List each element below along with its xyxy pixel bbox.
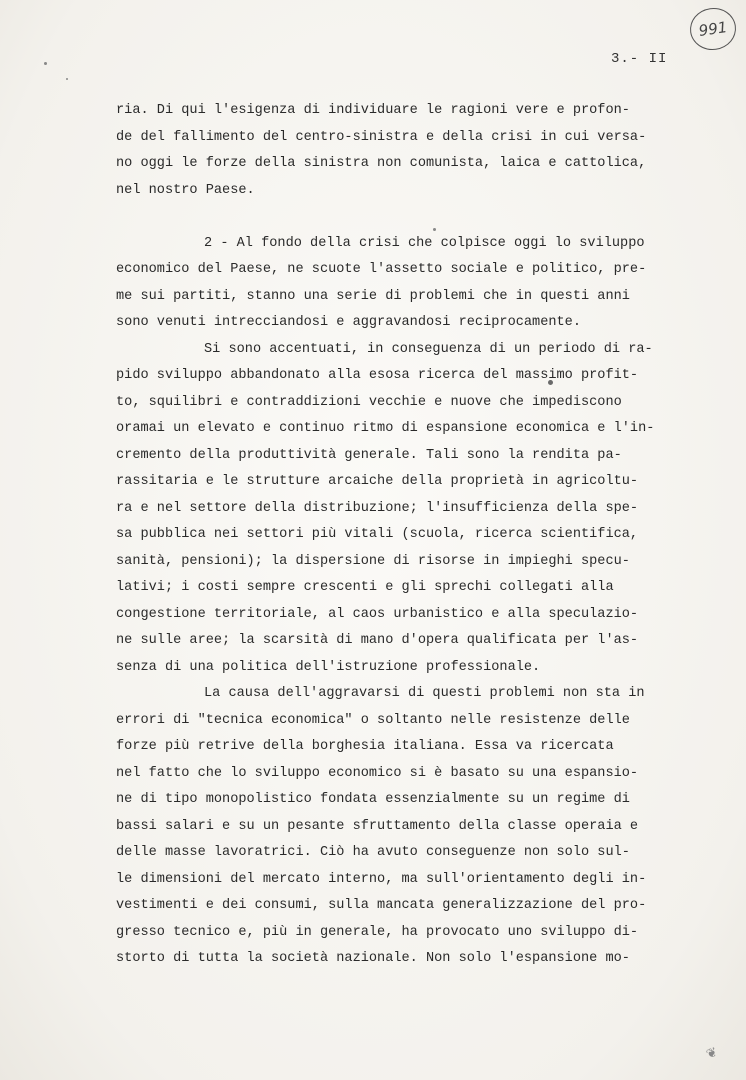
text-line: errori di "tecnica economica" o soltanto nelle resistenze delle	[116, 712, 630, 728]
text-line: ne sulle aree; la scarsità di mano d'opera qualificata per l'as-	[116, 633, 639, 648]
text-line: delle masse lavoratrici. Ciò ha avuto conseguenze non solo sul-	[116, 845, 630, 860]
text-line: bassi salari e su un pesante sfruttamento della classe operaia e	[116, 818, 639, 834]
paper-speck	[44, 62, 47, 65]
text-line: le dimensioni del mercato interno, ma sull'orientamento degli in-	[116, 871, 647, 887]
text-line: storto di tutta la società nazionale. Non solo l'espansione mo-	[116, 951, 630, 966]
text-line: me sui partiti, stanno una serie di problemi che in questi anni	[116, 288, 630, 304]
text-line: La causa dell'aggravarsi di questi problemi non sta in	[204, 686, 645, 701]
paragraph-gap	[116, 204, 696, 231]
text-line: ria. Di qui l'esigenza di individuare le ragioni vere e profon-	[116, 103, 630, 118]
text-line: de del fallimento del centro-sinistra e della crisi in cui versa-	[116, 129, 647, 145]
paragraph	[116, 681, 696, 973]
text-line: gresso tecnico e, più in generale, ha provocato uno sviluppo di-	[116, 924, 639, 940]
text-line: forze più retrive della borghesia italiana. Essa va ricercata	[116, 739, 614, 754]
text-line: sa pubblica nei settori più vitali (scuola, ricerca scientifica,	[116, 527, 639, 542]
text-line: to, squilibri e contraddizioni vecchie e nuove che impediscono	[116, 394, 622, 410]
text-line: nel fatto che lo sviluppo economico si è basato su una espansio-	[116, 765, 639, 781]
text-line: rassitaria e le strutture arcaiche della proprietà in agricoltu-	[116, 474, 639, 489]
paper-speck	[66, 78, 68, 80]
text-line: senza di una politica dell'istruzione professionale.	[116, 659, 541, 675]
page-number: 3.- II	[611, 51, 668, 67]
archive-number-stamp: 991	[687, 5, 738, 53]
text-line: no oggi le forze della sinistra non comunista, laica e cattolica,	[116, 156, 647, 171]
text-line: oramai un elevato e continuo ritmo di espansione economica e l'in-	[116, 421, 655, 436]
paragraph	[116, 98, 696, 204]
text-line: sono venuti intrecciandosi e aggravandosi reciprocamente.	[116, 315, 581, 330]
text-line: ra e nel settore della distribuzione; l'insufficienza della spe-	[116, 500, 639, 516]
text-line: Si sono accentuati, in conseguenza di un periodo di ra-	[204, 341, 653, 357]
paragraph	[116, 231, 696, 337]
text-line: ne di tipo monopolistico fondata essenzialmente su un regime di	[116, 792, 630, 807]
text-line: cremento della produttività generale. Tali sono la rendita pa-	[116, 447, 622, 463]
text-line: nel nostro Paese.	[116, 182, 255, 198]
corner-smudge: ❦	[703, 1043, 720, 1064]
text-line: lativi; i costi sempre crescenti e gli sprechi collegati alla	[116, 580, 614, 595]
text-line: vestimenti e dei consumi, sulla mancata generalizzazione del pro-	[116, 898, 647, 913]
paragraph	[116, 337, 696, 682]
text-line: 2 - Al fondo della crisi che colpisce oggi lo sviluppo	[204, 235, 645, 251]
typed-body-text	[116, 98, 696, 973]
text-line: sanità, pensioni); la dispersione di risorse in impieghi specu-	[116, 553, 630, 569]
text-line: congestione territoriale, al caos urbanistico e alla speculazio-	[116, 606, 639, 622]
text-line: economico del Paese, ne scuote l'assetto sociale e politico, pre-	[116, 262, 647, 277]
text-line: pido sviluppo abbandonato alla esosa ricerca del massimo profit-	[116, 368, 639, 383]
